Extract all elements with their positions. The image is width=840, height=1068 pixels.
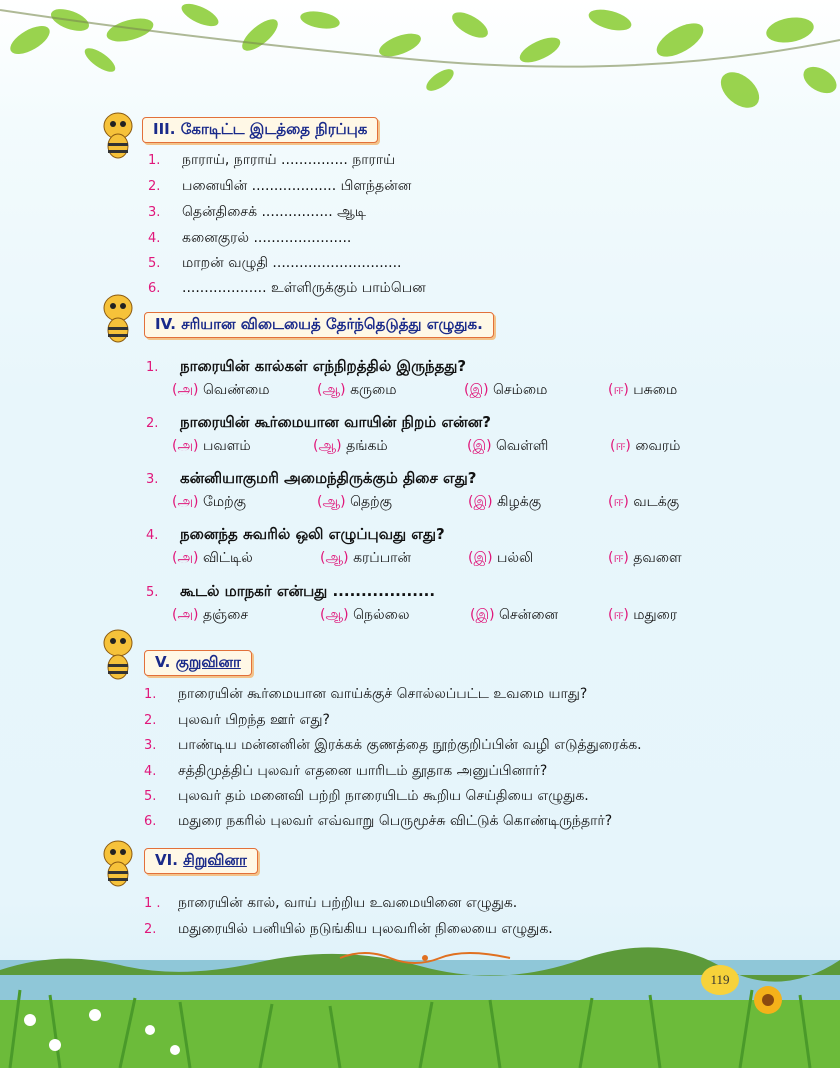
list-item xyxy=(144,788,589,806)
section-3-heading xyxy=(142,117,378,143)
question-number: 5. xyxy=(146,585,159,600)
item-number: 4. xyxy=(148,231,161,246)
item-text: பாண்டிய மன்னனின் இரக்கக் குணத்தை நூற்குறிப்பின் வழி எடுத்துரைக்க. xyxy=(178,737,642,753)
item-number: 5. xyxy=(148,256,161,271)
item-number: 3. xyxy=(144,738,157,753)
option: (அ) மேற்கு xyxy=(172,494,247,510)
item-number: 2. xyxy=(144,922,157,937)
item-number: 2. xyxy=(148,179,161,194)
question xyxy=(146,525,445,545)
bee-mascot-icon xyxy=(96,290,142,346)
section-5-numeral: V. xyxy=(155,653,171,671)
bee-mascot-icon xyxy=(98,110,140,160)
question-text: கன்னியாகுமரி அமைந்திருக்கும் திசை எது? xyxy=(180,469,477,487)
item-number: 2. xyxy=(144,713,157,728)
question-text: நனைந்த சுவரில் ஒலி எழுப்புவது எது? xyxy=(180,525,445,543)
list-item xyxy=(148,178,411,196)
item-number: 1 . xyxy=(144,896,161,911)
leaves-decoration xyxy=(0,0,840,120)
page-number: 119 xyxy=(701,965,739,995)
question-number: 1. xyxy=(146,360,159,375)
option: (இ) சென்னை xyxy=(470,607,559,623)
list-item xyxy=(144,895,517,913)
item-number: 3. xyxy=(148,205,161,220)
item-number: 4. xyxy=(144,764,157,779)
option: (அ) தஞ்சை xyxy=(172,607,249,623)
option: (ஈ) வைரம் xyxy=(610,438,681,454)
list-item xyxy=(144,737,642,755)
option: (ஆ) நெல்லை xyxy=(320,607,410,623)
item-text: மதுரை நகரில் புலவர் எவ்வாறு பெருமூச்சு விட்டுக் கொண்டிருந்தார்? xyxy=(178,813,613,829)
item-number: 6. xyxy=(144,814,157,829)
question xyxy=(146,357,466,377)
option: (ஆ) கருமை xyxy=(317,382,397,398)
section-5-title: குறுவினா xyxy=(175,653,241,671)
item-text: புலவர் பிறந்த ஊர் எது? xyxy=(178,712,330,728)
item-number: 1. xyxy=(144,687,157,702)
list-item xyxy=(148,204,366,222)
item-text: மாறன் வழுதி ............................. xyxy=(182,255,402,271)
option: (அ) பவளம் xyxy=(172,438,251,454)
option: (இ) பல்லி xyxy=(468,550,534,566)
option: (ஆ) தங்கம் xyxy=(313,438,388,454)
question xyxy=(146,469,476,489)
section-5-heading xyxy=(144,650,252,676)
item-text: தென்திசைக் ................ ஆடி xyxy=(182,204,366,220)
list-item xyxy=(144,712,330,730)
option: (ஈ) மதுரை xyxy=(608,607,678,623)
option: (ஈ) வடக்கு xyxy=(608,494,680,510)
option: (ஆ) தெற்கு xyxy=(317,494,392,510)
item-text: நாரையின் கால், வாய் பற்றிய உவமையினை எழுதுக. xyxy=(178,895,518,911)
section-6-title: சிறுவினா xyxy=(183,851,247,869)
list-item xyxy=(148,230,351,248)
item-number: 1. xyxy=(148,153,161,168)
item-text: புலவர் தம் மனைவி பற்றி நாரையிடம் கூறிய செய்தியை எழுதுக. xyxy=(178,788,589,804)
question-number: 4. xyxy=(146,528,159,543)
list-item xyxy=(144,921,553,939)
item-text: பனையின் ................... பிளந்தன்ன xyxy=(182,178,412,194)
list-item xyxy=(144,813,612,831)
item-text: நாரையின் கூர்மையான வாய்க்குச் சொல்லப்பட்ட உவமை யாது? xyxy=(178,686,588,702)
section-4-title: சரியான விடையைத் தேர்ந்தெடுத்து எழுதுக. xyxy=(181,315,483,333)
list-item xyxy=(148,255,401,273)
item-number: 5. xyxy=(144,789,157,804)
list-item xyxy=(148,280,426,298)
option: (ஆ) கரப்பான் xyxy=(320,550,412,566)
item-text: கனைகுரல் ...................... xyxy=(182,230,352,246)
item-text: ................... உள்ளிருக்கும் பாம்பென xyxy=(182,280,426,296)
section-6-heading xyxy=(144,848,258,874)
question-number: 3. xyxy=(146,472,159,487)
option: (இ) கிழக்கு xyxy=(468,494,542,510)
section-6-numeral: VI. xyxy=(155,851,178,869)
question-text: நாரையின் கால்கள் எந்நிறத்தில் இருந்தது? xyxy=(180,357,467,375)
question-text: கூடல் மாநகர் என்பது .................. xyxy=(180,582,436,600)
question xyxy=(146,413,491,433)
item-text: நாராய், நாராய் ............... நாராய் xyxy=(182,152,396,168)
list-item xyxy=(144,763,547,781)
section-3-title: கோடிட்ட இடத்தை நிரப்புக xyxy=(180,120,368,138)
section-4-heading xyxy=(144,312,494,338)
item-text: சத்திமுத்திப் புலவர் எதனை யாரிடம் தூதாக அனுப்பினார்? xyxy=(178,763,548,779)
question-text: நாரையின் கூர்மையான வாயின் நிறம் என்ன? xyxy=(180,413,491,431)
option: (ஈ) தவளை xyxy=(608,550,682,566)
option: (இ) செம்மை xyxy=(464,382,548,398)
list-item xyxy=(148,152,395,170)
list-item xyxy=(144,686,587,704)
bee-mascot-icon xyxy=(98,838,140,888)
option: (ஈ) பசுமை xyxy=(608,382,678,398)
section-4-numeral: IV. xyxy=(155,315,176,333)
bee-mascot-icon xyxy=(96,625,142,685)
ornament-divider xyxy=(335,948,515,968)
section-3-numeral: III. xyxy=(153,120,176,138)
option: (இ) வெள்ளி xyxy=(467,438,549,454)
option: (அ) விட்டில் xyxy=(172,550,253,566)
item-text: மதுரையில் பனியில் நடுங்கிய புலவரின் நிலையை எழுதுக. xyxy=(178,921,553,937)
question-number: 2. xyxy=(146,416,159,431)
question xyxy=(146,582,435,602)
option: (அ) வெண்மை xyxy=(172,382,270,398)
item-number: 6. xyxy=(148,281,161,296)
